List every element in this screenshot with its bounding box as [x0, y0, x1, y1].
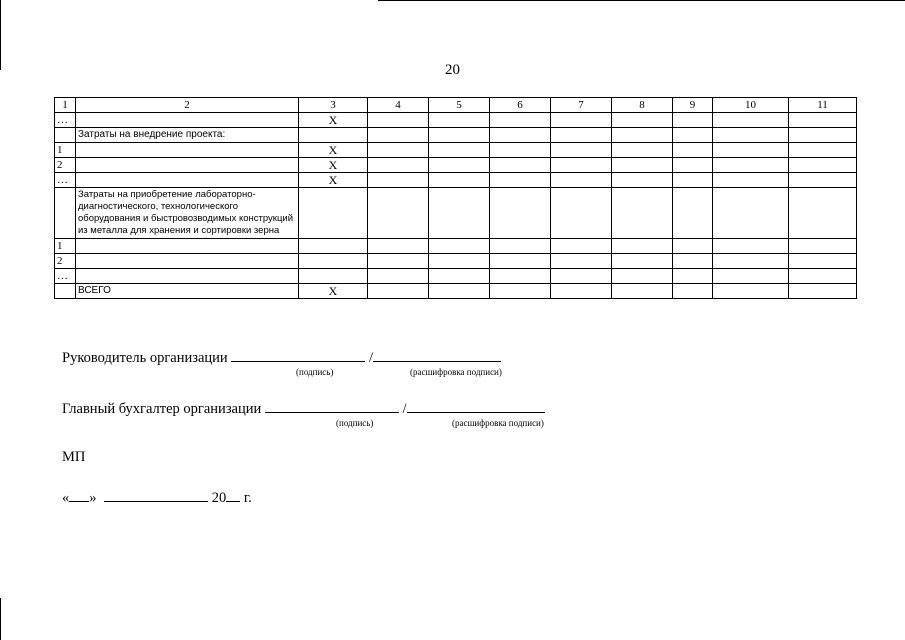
header-cell: 2	[76, 98, 299, 113]
row-number-cell: …	[55, 269, 76, 284]
row-mark-cell: Х	[299, 173, 368, 188]
table-row	[55, 284, 857, 299]
row-mark-cell: Х	[299, 143, 368, 158]
header-cell: 1	[55, 98, 76, 113]
date-day-field	[69, 488, 89, 502]
head-slash: /	[368, 350, 373, 366]
head-signature-caption: (подпись)	[296, 367, 334, 377]
accountant-decoding-caption: (расшифровка подписи)	[452, 418, 544, 428]
table-row	[55, 128, 857, 143]
header-cell: 7	[551, 98, 612, 113]
head-decoding-field	[373, 348, 501, 362]
header-cell: 11	[789, 98, 857, 113]
accountant-label: Главный бухгалтер организации	[62, 401, 262, 417]
head-decoding-caption: (расшифровка подписи)	[410, 367, 502, 377]
row-number-cell: 1	[55, 239, 76, 254]
row-label-cell: ВСЕГО	[76, 284, 299, 299]
row-number-cell	[55, 284, 76, 299]
row-mark-cell: Х	[299, 284, 368, 299]
accountant-signature-caption: (подпись)	[336, 418, 374, 428]
accountant-decoding-field	[407, 399, 545, 413]
row-label-cell	[76, 173, 299, 188]
date-open-quote: «	[62, 490, 70, 506]
left-border-line-top	[0, 0, 1, 70]
table-header-row	[55, 98, 857, 113]
accountant-slash: /	[402, 401, 407, 417]
row-number-cell: 1	[55, 143, 76, 158]
row-label-cell	[76, 113, 299, 128]
row-number-cell: 2	[55, 158, 76, 173]
row-label-cell: Затраты на внедрение проекта:	[76, 128, 299, 143]
cost-table	[54, 97, 857, 299]
row-label-cell	[76, 143, 299, 158]
table-row	[55, 173, 857, 188]
row-number-cell: 2	[55, 254, 76, 269]
row-label-cell: Затраты на приобретение лабораторно-диагностического, технологического оборудования и быстровозводимых конструкций из металла для хранения и сортировки зерна	[76, 188, 299, 239]
row-label-cell	[76, 254, 299, 269]
row-mark-cell	[299, 239, 368, 254]
left-border-line-bottom	[0, 598, 1, 640]
head-label: Руководитель организации	[62, 350, 228, 366]
row-label-cell	[76, 269, 299, 284]
row-mark-cell	[299, 128, 368, 143]
table-row	[55, 239, 857, 254]
header-cell: 8	[612, 98, 673, 113]
row-label-cell	[76, 158, 299, 173]
table-row	[55, 269, 857, 284]
date-year-suffix: г.	[243, 490, 252, 506]
table-row	[55, 188, 857, 239]
row-mark-cell	[299, 188, 368, 239]
row-mark-cell	[299, 254, 368, 269]
row-number-cell	[55, 188, 76, 239]
header-cell: 6	[490, 98, 551, 113]
table-row	[55, 158, 857, 173]
header-cell: 4	[368, 98, 429, 113]
header-cell: 5	[429, 98, 490, 113]
top-border-line	[378, 0, 905, 1]
header-cell: 3	[299, 98, 368, 113]
page-number: 20	[445, 62, 460, 78]
accountant-signature-line	[62, 399, 545, 418]
row-mark-cell	[299, 269, 368, 284]
table-row	[55, 143, 857, 158]
header-cell: 10	[713, 98, 789, 113]
head-signature-line	[62, 348, 501, 367]
date-line	[62, 488, 252, 507]
date-close-quote: »	[89, 490, 97, 506]
date-year-prefix: 20	[211, 490, 227, 506]
accountant-signature-field	[265, 399, 399, 413]
row-number-cell: …	[55, 173, 76, 188]
date-year-field	[226, 488, 240, 502]
stamp-label: МП	[62, 449, 86, 465]
table-row	[55, 254, 857, 269]
row-label-cell	[76, 239, 299, 254]
row-number-cell: …	[55, 113, 76, 128]
head-signature-field	[231, 348, 365, 362]
date-month-field	[104, 488, 208, 502]
header-cell: 9	[673, 98, 713, 113]
table-row	[55, 113, 857, 128]
row-number-cell	[55, 128, 76, 143]
row-mark-cell: Х	[299, 158, 368, 173]
row-mark-cell: Х	[299, 113, 368, 128]
